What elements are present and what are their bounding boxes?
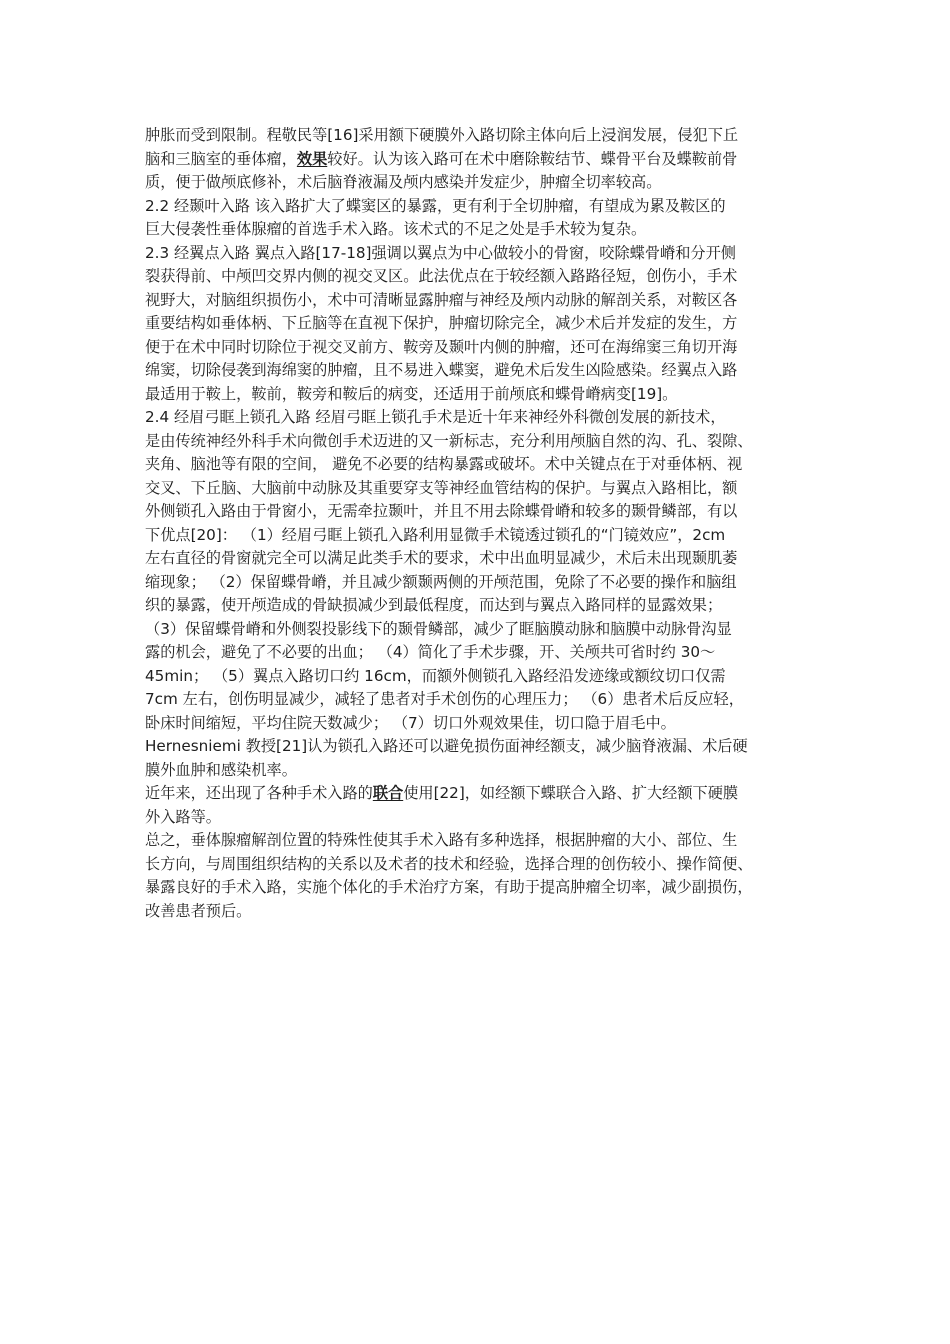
text-line: 裂获得前、中颅凹交界内侧的视交叉区。此法优点在于较经额入路路径短，创伤小，手术 <box>145 267 738 285</box>
text-line: 外侧锁孔入路由于骨窗小，无需牵拉颞叶，并且不用去除蝶骨嵴和较多的颞骨鳞部，有以 <box>145 502 738 520</box>
hyperlink-combination[interactable]: 联合 <box>372 784 404 802</box>
text-line: 卧床时间缩短，平均住院天数减少； （7）切口外观效果佳，切口隐于眉毛中。 <box>145 713 676 732</box>
text-line: 是由传统神经外科手术向微创手术迈进的又一新标志，充分利用颅脑自然的沟、孔、裂隙、 <box>145 431 753 450</box>
text-line: 重要结构如垂体柄、下丘脑等在直视下保护，肿瘤切除完全，减少术后并发症的发生，方 <box>145 314 738 332</box>
text-line: 左右直径的骨窗就完全可以满足此类手术的要求，术中出血明显减少，术后未出现颞肌萎 <box>145 549 738 567</box>
document-body <box>145 124 805 923</box>
text-line: 近年来，还出现了各种手术入路的联合使用[22]，如经额下蝶联合入路、扩大经额下硬膜 <box>145 784 739 802</box>
text-line: 改善患者预后。 <box>145 901 252 920</box>
text-line: 肿胀而受到限制。程敬民等[16]采用额下硬膜外入路切除主体向后上浸润发展，侵犯下丘 <box>145 126 739 144</box>
text-line: 织的暴露，使开颅造成的骨缺损减少到最低程度，而达到与翼点入路同样的显露效果； <box>145 596 723 614</box>
text-line: 最适用于鞍上，鞍前，鞍旁和鞍后的病变，还适用于前颅底和蝶骨嵴病变[19]。 <box>145 384 678 403</box>
text-line: 总之，垂体腺瘤解剖位置的特殊性使其手术入路有多种选择，根据肿瘤的大小、部位、生 <box>145 831 738 849</box>
text-line: （3）保留蝶骨嵴和外侧裂投影线下的颞骨鳞部，减少了眶脑膜动脉和脑膜中动脉骨沟显 <box>145 619 732 638</box>
hyperlink-effect[interactable]: 效果 <box>296 149 328 168</box>
text-line: 脑和三脑室的垂体瘤，效果较好。认为该入路可在术中磨除鞍结节、蝶骨平台及蝶鞍前骨 <box>145 149 738 168</box>
text-line: 暴露良好的手术入路，实施个体化的手术治疗方案，有助于提高肿瘤全切率，减少副损伤， <box>145 878 753 896</box>
text-line: 45min； （5）翼点入路切口约 16cm，而额外侧锁孔入路经沿发迹缘或额纹切口仅需 <box>145 666 726 685</box>
section-heading-line: 2.2 经颞叶入路 该入路扩大了蝶窦区的暴露，更有利于全切肿瘤，有望成为累及鞍区的 <box>145 196 726 215</box>
text-line: 下优点[20]： （1）经眉弓眶上锁孔入路利用显微手术镜透过锁孔的“门镜效应”，2cm <box>145 525 726 544</box>
text-line: 缩现象； （2）保留蝶骨嵴，并且减少额颞两侧的开颅范围，免除了不必要的操作和脑组 <box>145 572 737 591</box>
text-line: 外入路等。 <box>145 807 221 826</box>
text-line: 交叉、下丘脑、大脑前中动脉及其重要穿支等神经血管结构的保护。与翼点入路相比，额 <box>145 478 738 497</box>
text-line: 夹角、脑池等有限的空间， 避免不必要的结构暴露或破坏。术中关键点在于对垂体柄、视 <box>145 455 743 473</box>
section-heading-line: 2.3 经翼点入路 翼点入路[17-18]强调以翼点为中心做较小的骨窗，咬除蝶骨嵴和分开侧 <box>145 243 736 262</box>
section-heading-line: 2.4 经眉弓眶上锁孔入路 经眉弓眶上锁孔手术是近十年来神经外科微创发展的新技术， <box>145 408 726 426</box>
text-line: 质，便于做颅底修补，术后脑脊液漏及颅内感染并发症少，肿瘤全切率较高。 <box>145 173 662 191</box>
text-line: 露的机会，避免了不必要的出血； （4）简化了手术步骤，开、关颅共可省时约 30～ <box>145 643 716 661</box>
text-line: 膜外血肿和感染机率。 <box>145 760 297 779</box>
text-line: 绵窦，切除侵袭到海绵窦的肿瘤，且不易进入蝶窦，避免术后发生凶险感染。经翼点入路 <box>145 361 738 379</box>
text-line: 7cm 左右，创伤明显减少，减轻了患者对手术创伤的心理压力； （6）患者术后反应轻， <box>145 690 744 708</box>
text-line: 视野大，对脑组织损伤小，术中可清晰显露肿瘤与神经及颅内动脉的解剖关系，对鞍区各 <box>145 290 738 309</box>
text-line: 巨大侵袭性垂体腺瘤的首选手术入路。该术式的不足之处是手术较为复杂。 <box>145 220 647 238</box>
text-line: 便于在术中同时切除位于视交叉前方、鞍旁及颞叶内侧的肿瘤，还可在海绵窦三角切开海 <box>145 337 738 356</box>
text-line: 长方向，与周围组织结构的关系以及术者的技术和经验，选择合理的创伤较小、操作简便、 <box>145 854 753 873</box>
text-line: Hernesniemi 教授[21]认为锁孔入路还可以避免损伤面神经额支，减少脑脊液漏、术后硬 <box>145 737 748 755</box>
